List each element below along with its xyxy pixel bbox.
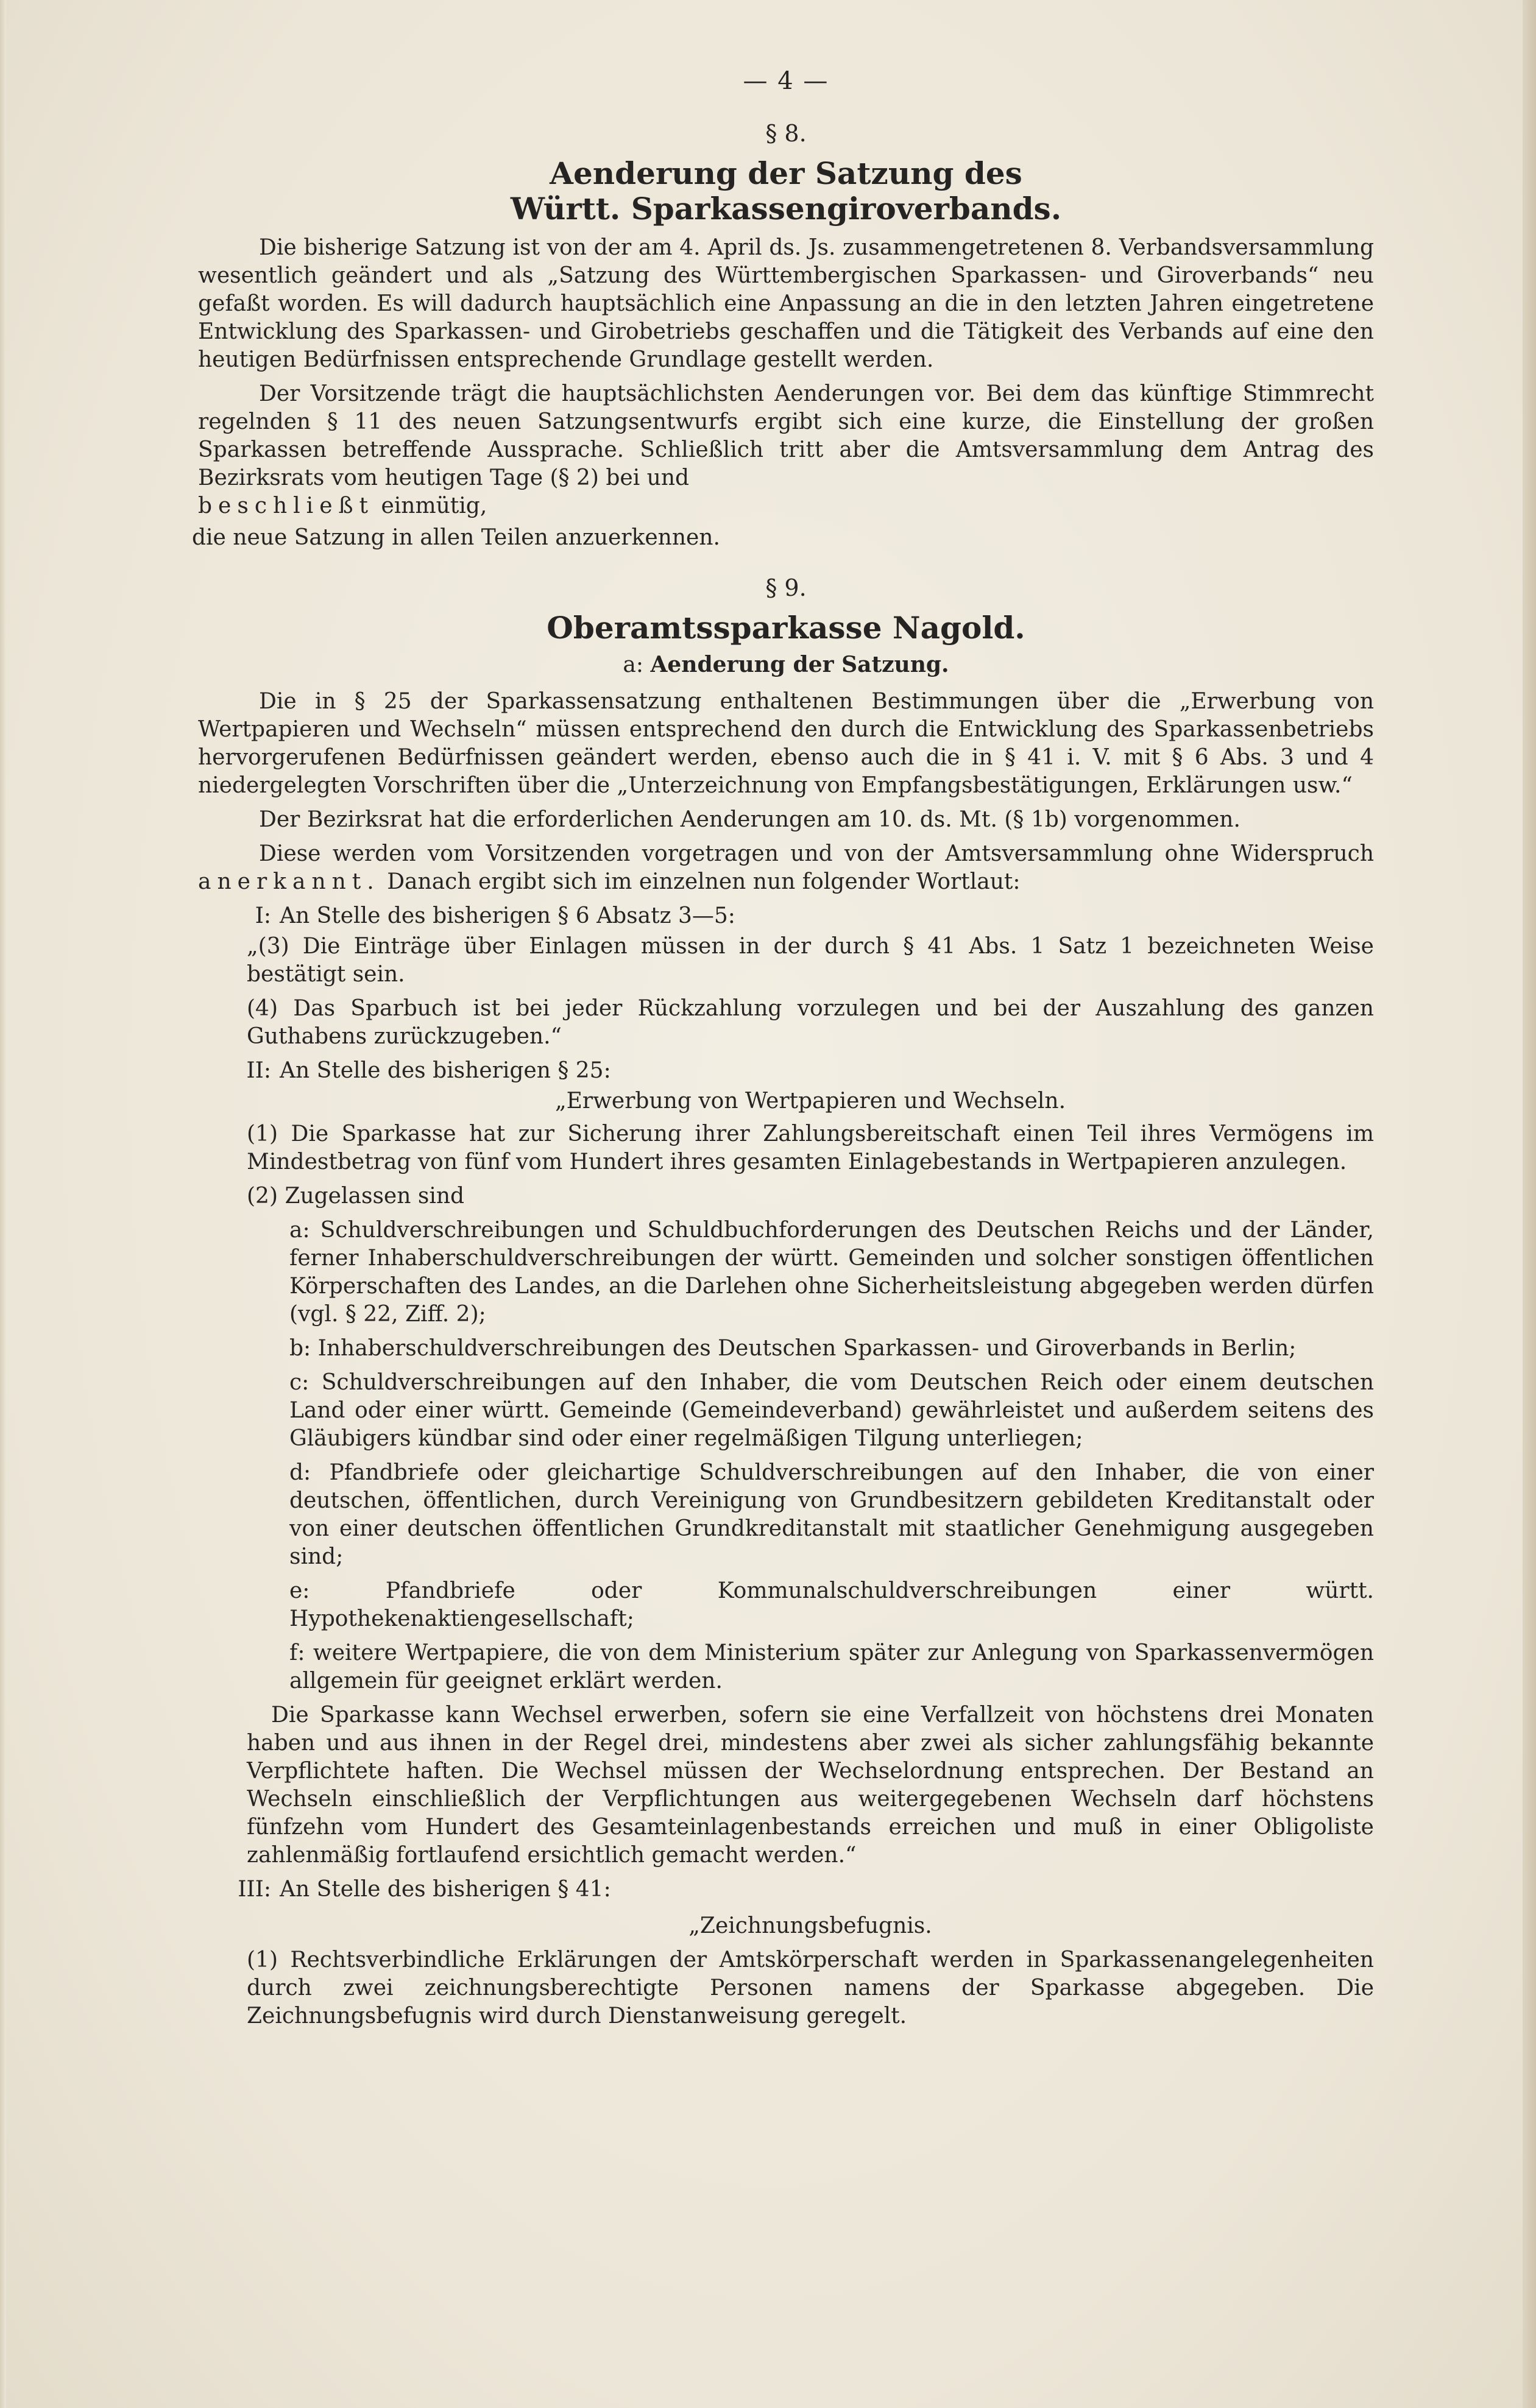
amendment-II-item-e: e: Pfandbriefe oder Kommunalschuldverschreibungen einer württ. Hypothekenaktiengesellschaft;: [289, 1578, 1374, 1631]
amendment-II-item-a: a: Schuldverschreibungen und Schuldbuchforderungen des Deutschen Reichs und der Länder, ferner Inhaberschuldverschreibungen der württ. Gemeinden und solcher sonstigen öffentlichen Körperschaften des Landes, an die Darlehen ohne Sicherheitsleistung abgegeben werden dürfen (vgl. § 22, Ziff. 2);: [289, 1218, 1374, 1327]
section-8-p2-text-b: einmütig,: [381, 493, 487, 518]
amendment-III-body: [247, 1912, 1374, 2030]
section-8-title-line2: Württ. Sparkassengiroverbands.: [510, 191, 1062, 227]
amendment-III-text: An Stelle des bisherigen § 41:: [280, 1877, 611, 1902]
page-edge-left: [0, 0, 6, 2408]
amendment-II-para-2: (2) Zugelassen sind: [247, 1184, 465, 1209]
amendment-II-body: [247, 1087, 1374, 1870]
amendment-I-body: [247, 933, 1374, 1051]
section-9-accepted-word: anerkannt.: [198, 869, 380, 894]
amendment-III-para-1: (1) Rechtsverbindliche Erklärungen der Amtskörperschaft werden in Sparkassenangelegenheiten durch zwei zeichnungsberechtigte Personen namens der Sparkasse abgegeben. Die Zeichnungsbefugnis wird durch Dienstanweisung geregelt.: [247, 1947, 1374, 2028]
section-8-resolution-word: beschließt: [198, 493, 375, 518]
amendment-II-list: [289, 1216, 1374, 1695]
section-8-heading: § 8.: [765, 120, 807, 147]
amendment-II-para-1: (1) Die Sparkasse hat zur Sicherung ihrer Zahlungsbereitschaft einen Teil ihres Vermögens im Mindestbetrag von fünf vom Hundert ihres gesamten Einlagebestands in Wertpapieren anzulegen.: [247, 1121, 1374, 1174]
amendment-II-label: II:: [246, 1058, 271, 1083]
page-number: — 4 —: [743, 67, 829, 95]
amendment-II-para-3: Die Sparkasse kann Wechsel erwerben, sofern sie eine Verfallzeit von höchstens drei Monaten haben und aus ihnen in der Regel drei, mindestens aber zwei als sicher zahlungsfähig bekannte Verpflichtete haften. Die Wechsel müssen der Wechselordnung entsprechen. Der Bestand an Wechseln einschließlich der Verpflichtungen aus weitergegebenen Wechseln darf höchstens fünfzehn vom Hundert des Gesamteinlagenbestands erreichen und muß in einer Obligoliste zahlenmäßig fortlaufend ersichtlich gemacht werden.“: [247, 1703, 1374, 1868]
section-9-title: Oberamtssparkasse Nagold.: [547, 610, 1025, 646]
section-9-paragraph-2: Der Bezirksrat hat die erforderlichen Aenderungen am 10. ds. Mt. (§ 1b) vorgenommen.: [259, 807, 1240, 832]
section-9-subtitle-text: Aenderung der Satzung.: [650, 652, 949, 677]
page-edge-right: [1523, 0, 1536, 2408]
amendment-II-item-f: f: weitere Wertpapiere, die von dem Ministerium später zur Anlegung von Sparkassenvermögen allgemein für geeignet erklärt werden.: [289, 1640, 1374, 1693]
amendment-III-label: III:: [238, 1877, 271, 1902]
amendment-I-para-4: (4) Das Sparbuch ist bei jeder Rückzahlung vorzulegen und bei der Auszahlung des ganzen Guthabens zurückzugeben.“: [247, 996, 1374, 1049]
amendment-III: [198, 1876, 1374, 1904]
section-8-paragraph-3: die neue Satzung in allen Teilen anzuerkennen.: [192, 525, 720, 550]
section-8-p2-text-a: Der Vorsitzende trägt die hauptsächlichsten Aenderungen vor. Bei dem das künftige Stimmrecht regelnden § 11 des neuen Satzungsentwurfs ergibt sich eine kurze, die Einstellung der großen Sparkassen betreffende Aussprache. Schließlich tritt aber die Amtsversammlung dem Antrag des Bezirksrats vom heutigen Tage (§ 2) bei und: [198, 381, 1374, 490]
amendment-I: [198, 902, 1374, 930]
section-9-p3-text-b: Danach ergibt sich im einzelnen nun folgender Wortlaut:: [387, 869, 1021, 894]
section-9-heading: § 9.: [765, 574, 807, 601]
amendment-II-item-b: b: Inhaberschuldverschreibungen des Deutschen Sparkassen- und Giroverbands in Berlin;: [289, 1336, 1297, 1361]
amendment-II-item-c: c: Schuldverschreibungen auf den Inhaber, die vom Deutschen Reich oder einem deutschen Land oder einer württ. Gemeinde (Gemeindeverband) gewährleistet und außerdem seitens des Gläubigers kündbar sind oder einer regelmäßigen Tilgung unterliegen;: [289, 1370, 1374, 1451]
amendment-II: [198, 1057, 1374, 1085]
amendment-II-item-d: d: Pfandbriefe oder gleichartige Schuldverschreibungen auf den Inhaber, die von einer deutschen, öffentlichen, durch Vereinigung von Grundbesitzern gebildeten Kreditanstalt oder von einer deutschen öffentlichen Grundkreditanstalt mit staatlicher Genehmigung ausgegeben sind;: [289, 1460, 1374, 1569]
text-column: [192, 67, 1374, 2036]
section-9-subtitle: [198, 651, 1374, 679]
amendment-I-para-3: „(3) Die Einträge über Einlagen müssen in der durch § 41 Abs. 1 Satz 1 bezeichneten Weise bestätigt sein.: [247, 934, 1374, 987]
amendment-II-text: An Stelle des bisherigen § 25:: [280, 1058, 611, 1083]
section-8-paragraph-1: Die bisherige Satzung ist von der am 4. April ds. Js. zusammengetretenen 8. Verbandsversammlung wesentlich geändert und als „Satzung des Württembergischen Sparkassen- und Giroverbands“ neu gefaßt worden. Es will dadurch hauptsächlich eine Anpassung an die in den letzten Jahren eingetretene Entwicklung des Sparkassen- und Girobetriebs geschaffen und die Tätigkeit des Verbands auf eine den heutigen Bedürfnissen entsprechende Grundlage gestellt werden.: [198, 235, 1374, 372]
section-9-p3-text-a: Diese werden vom Vorsitzenden vorgetragen und von der Amtsversammlung ohne Widerspruch: [259, 841, 1374, 866]
amendment-II-title: „Erwerbung von Wertpapieren und Wechseln.: [554, 1089, 1066, 1114]
amendment-I-label: I:: [255, 903, 271, 928]
amendment-III-title: „Zeichnungsbefugnis.: [688, 1913, 932, 1938]
section-8-paragraph-2: [198, 380, 1374, 520]
section-9-paragraph-3: [198, 840, 1374, 896]
amendment-I-text: An Stelle des bisherigen § 6 Absatz 3—5:: [280, 903, 735, 928]
section-8-title-line1: Aenderung der Satzung des: [550, 155, 1022, 191]
section-9-paragraph-1: Die in § 25 der Sparkassensatzung enthaltenen Bestimmungen über die „Erwerbung von Wertpapieren und Wechseln“ müssen entsprechend den durch die Entwicklung des Sparkassenbetriebs hervorgerufenen Bedürfnissen geändert werden, ebenso auch die in § 41 i. V. mit § 6 Abs. 3 und 4 niedergelegten Vorschriften über die „Unterzeichnung von Empfangsbestätigungen, Erklärungen usw.“: [198, 689, 1374, 798]
section-9-subtitle-label: a:: [623, 652, 643, 677]
